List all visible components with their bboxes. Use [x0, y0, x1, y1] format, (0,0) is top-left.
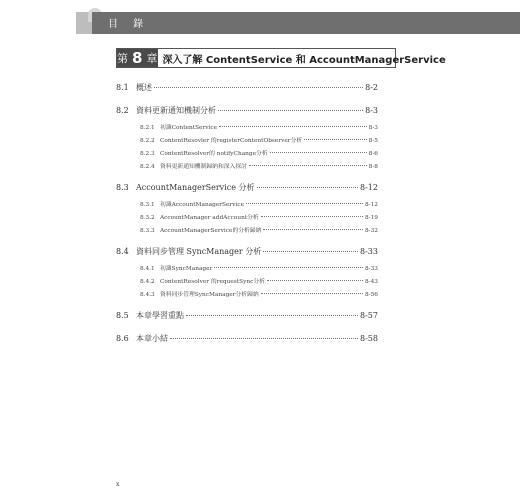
toc-section — [116, 310, 378, 321]
chapter-number: 8 — [132, 49, 144, 67]
toc-subsection-number: 8.2.4 — [140, 164, 155, 170]
chapter-suffix: 章 — [146, 52, 159, 65]
toc-subsection — [116, 199, 378, 208]
toc-subsection-page: 8-32 — [364, 228, 378, 234]
toc-subsection-number: 8.2.2 — [140, 138, 155, 144]
toc-leader — [170, 338, 358, 339]
toc-subsection — [116, 289, 378, 298]
toc-subsection-page: 8-33 — [364, 266, 378, 272]
toc-subsection — [116, 225, 378, 234]
chapter-title: 深入了解 ContentService 和 AccountManagerService — [162, 54, 446, 66]
toc-leader — [214, 267, 363, 268]
toc-subsection-number: 8.2.1 — [140, 125, 155, 131]
toc-subsection — [116, 263, 378, 272]
toc-section — [116, 246, 378, 257]
toc-section-number: 8.4 — [116, 247, 129, 256]
toc-section — [116, 333, 378, 344]
toc-leader — [219, 126, 367, 127]
toc-subsection — [116, 148, 378, 157]
toc-subsection-page: 8-3 — [368, 125, 378, 131]
toc-section — [116, 182, 378, 193]
chapter-prefix: 第 — [117, 52, 129, 65]
toc-leader — [257, 187, 359, 188]
toc-section-page: 8-2 — [365, 83, 378, 92]
toc-section-title: 本章學習重點 — [136, 311, 184, 320]
toc-subsection-number: 8.2.3 — [140, 151, 155, 157]
table-of-contents — [116, 82, 378, 356]
chapter-label — [117, 49, 158, 67]
toc-section — [116, 105, 378, 116]
toc-section-number: 8.5 — [116, 311, 129, 320]
toc-subsection-title: 初識SyncManager — [160, 266, 213, 272]
toc-section-title: 資料同步管理 SyncManager 分析 — [136, 247, 262, 256]
toc-leader — [218, 110, 363, 111]
toc-leader — [267, 280, 363, 281]
toc-subsection-title: 初識ContentService — [160, 125, 218, 131]
toc-section-page: 8-33 — [360, 247, 378, 256]
toc-subsection-page: 8-6 — [368, 151, 378, 157]
toc-leader — [270, 152, 367, 153]
header-bar — [92, 12, 520, 34]
toc-leader — [304, 139, 366, 140]
toc-subsection-title: 資料更新通知機制歸納和深入探討 — [160, 164, 247, 170]
toc-section-number: 8.1 — [116, 83, 129, 92]
toc-subsection — [116, 276, 378, 285]
toc-leader — [154, 87, 363, 88]
toc-subsection-page: 8-19 — [364, 215, 378, 221]
toc-subsection-number: 8.4.1 — [140, 266, 155, 272]
toc-subsection — [116, 161, 378, 170]
toc-section-number: 8.6 — [116, 334, 129, 343]
toc-subsection-title: 資料同步管理SyncManager分析歸納 — [160, 292, 259, 298]
toc-section-title: 資料更新通知機制分析 — [136, 106, 216, 115]
toc-leader — [246, 203, 363, 204]
header-label: 目 錄 — [108, 19, 150, 30]
toc-subsection — [116, 122, 378, 131]
toc-leader — [261, 293, 363, 294]
toc-leader — [263, 251, 358, 252]
toc-subsection-page: 8-5 — [368, 138, 378, 144]
toc-subsection-page: 8-8 — [368, 164, 378, 170]
toc-leader — [186, 315, 358, 316]
toc-section-title: AccountManagerService 分析 — [136, 183, 255, 192]
toc-section-title: 概述 — [136, 83, 152, 92]
toc-subsection-title: 初識AccountManagerService — [160, 202, 245, 208]
toc-subsection-title: ContentResovler 的registerContentObserver分析 — [160, 138, 303, 144]
toc-subsection-number: 8.3.2 — [140, 215, 155, 221]
toc-section-page: 8-12 — [360, 183, 378, 192]
toc-subsection-number: 8.3.3 — [140, 228, 155, 234]
toc-section-title: 本章小結 — [136, 334, 168, 343]
toc-subsection-title: ContentResolver 的requestSync分析 — [160, 279, 265, 285]
toc-leader — [249, 165, 367, 166]
toc-subsection-title: ContentResolver的 notifyChange分析 — [160, 151, 268, 157]
toc-subsection-title: AccountManagerService的分析歸納 — [160, 228, 262, 234]
toc-subsection — [116, 212, 378, 221]
toc-leader — [261, 216, 363, 217]
toc-subsection-number: 8.4.2 — [140, 279, 155, 285]
toc-subsection-page: 8-56 — [364, 292, 378, 298]
toc-subsection-title: AccountManager addAccount分析 — [160, 215, 259, 221]
toc-subsection-number: 8.4.3 — [140, 292, 155, 298]
toc-section — [116, 82, 378, 93]
toc-section-number: 8.3 — [116, 183, 129, 192]
toc-subsection-page: 8-43 — [364, 279, 378, 285]
toc-subsection-page: 8-12 — [364, 202, 378, 208]
chapter-heading — [116, 48, 446, 68]
toc-subsection — [116, 135, 378, 144]
toc-section-page: 8-57 — [360, 311, 378, 320]
toc-leader — [263, 229, 363, 230]
toc-section-number: 8.2 — [116, 106, 129, 115]
toc-section-page: 8-58 — [360, 334, 378, 343]
toc-section-page: 8-3 — [365, 106, 378, 115]
toc-subsection-number: 8.3.1 — [140, 202, 155, 208]
page-number: x — [116, 481, 120, 488]
